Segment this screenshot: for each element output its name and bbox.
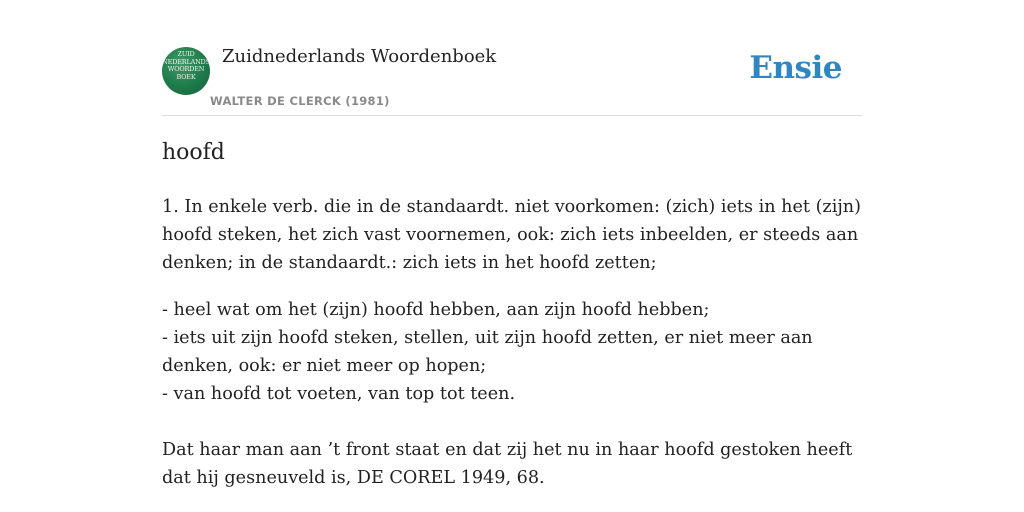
expression-list bbox=[162, 296, 862, 408]
source-header bbox=[162, 0, 862, 116]
expression-item: - heel wat om het (zijn) hoofd hebben, aan zijn hoofd hebben; bbox=[162, 300, 710, 320]
logo-text: ZUID NEDERLANDS WOORDEN BOEK bbox=[162, 50, 210, 81]
ensie-logo-link[interactable]: Ensie bbox=[749, 50, 842, 86]
citation: Dat haar man aan ’t front staat en dat zij het nu in haar hoofd gestoken heeft dat hij gesneuveld is, DE COREL 1949, 68. bbox=[162, 440, 853, 488]
expression-item: - iets uit zijn hoofd steken, stellen, uit zijn hoofd zetten, er niet meer aan denken, ook: er niet meer op hopen; bbox=[162, 328, 813, 376]
definition: 1. In enkele verb. die in de standaardt. niet voorkomen: (zich) iets in het (zijn) hoofd steken, het zich vast voornemen, ook: zich iets inbeelden, er steeds aan denken; in de standaardt.: zich iets in het hoofd zetten; bbox=[162, 197, 861, 273]
source-author: WALTER DE CLERCK (1981) bbox=[210, 94, 390, 108]
source-title[interactable]: Zuidnederlands Woordenboek bbox=[222, 46, 497, 67]
expression-item: - van hoofd tot voeten, van top tot teen. bbox=[162, 384, 516, 404]
headword: hoofd bbox=[162, 140, 225, 165]
dictionary-page bbox=[162, 0, 862, 488]
dictionary-logo[interactable] bbox=[162, 47, 210, 95]
